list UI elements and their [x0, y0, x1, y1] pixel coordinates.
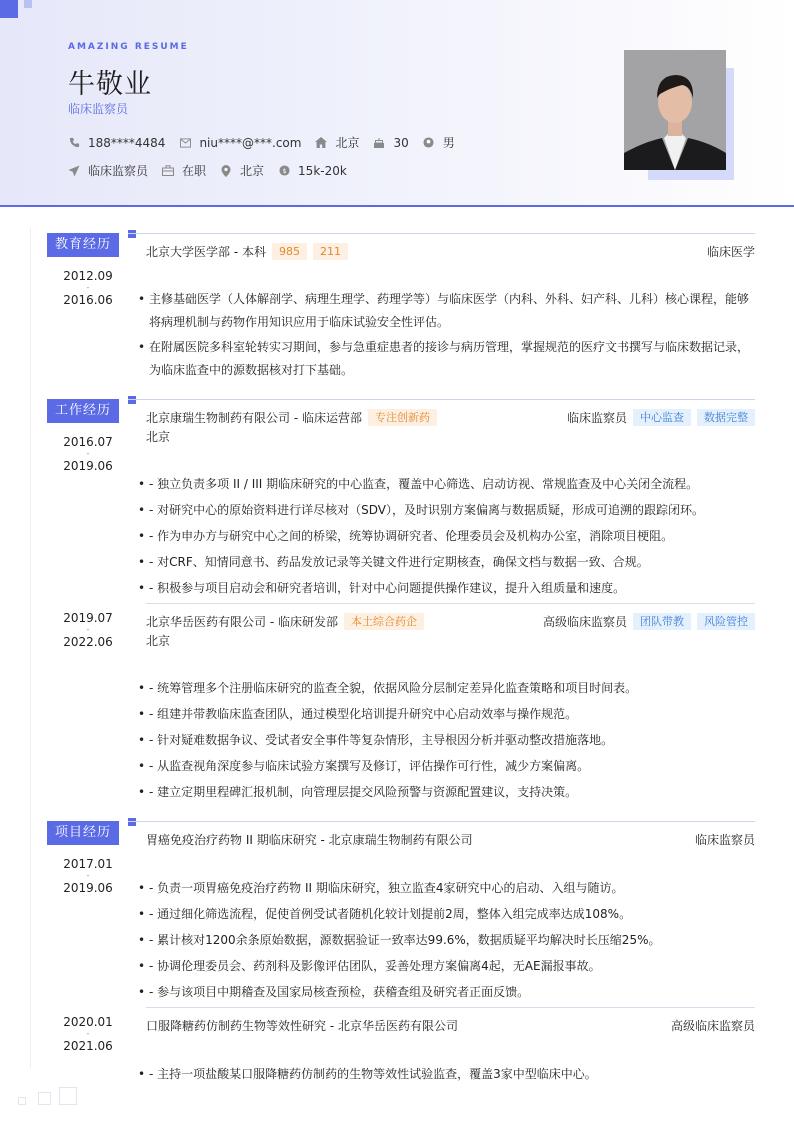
work-bullet: • - 从监查视角深度参与临床试验方案撰写及修订，评估操作可行性，减少方案偏离。 [138, 759, 590, 773]
work-company: 北京华岳医药有限公司 - 临床研发部 [146, 615, 338, 629]
decor-square [18, 1097, 26, 1105]
work-bullet: • - 组建并带教临床监查团队，通过模型化培训提升研究中心启动效率与操作规范。 [138, 707, 578, 721]
work-bullet: • - 对研究中心的原始资料进行详尽核对（SDV），及时识别方案偏离与数据质疑，形成可追溯的跟踪闭环。 [138, 503, 705, 517]
intent-status [162, 162, 206, 179]
brand-label: AMAZING RESUME [68, 42, 189, 52]
intent-city [220, 162, 264, 179]
skill-tag: 数据完整 [697, 409, 755, 426]
project-date: 2017.01 - 2019.06 [63, 857, 113, 895]
project-bullet: • - 主持一项盐酸某口服降糖药仿制药的生物等效性试验监查，覆盖3家中型临床中心。 [138, 1067, 597, 1081]
project-item-header [146, 1017, 755, 1034]
intent-salary [278, 164, 347, 178]
project-name: 胃癌免疫治疗药物 II 期临床研究 - 北京康瑞生物制药有限公司 [146, 833, 473, 847]
gender-icon [423, 137, 435, 149]
age-text: 30 [393, 135, 409, 150]
project-bullet: • - 通过细化筛选流程，促使首例受试者随机化较计划提前2周，整体入组完成率达成108%。 [138, 907, 632, 921]
work-bullet: • - 对CRF、知情同意书、药品发放记录等关键文件进行定期核查，确保文档与数据一致、合规。 [138, 555, 649, 569]
work-date: 2016.07 - 2019.06 [63, 435, 113, 473]
decor-square-small [24, 0, 32, 8]
svg-text:$: $ [282, 166, 287, 175]
section-marker [128, 396, 136, 404]
work-city: 北京 [146, 634, 171, 648]
section-title-education: 教育经历 [47, 233, 119, 257]
skill-tag: 风险管控 [697, 613, 755, 630]
profile-photo [624, 50, 726, 170]
project-role: 高级临床监察员 [670, 1019, 755, 1033]
project-bullet: • - 负责一项胃癌免疫治疗药物 II 期临床研究，独立监查4家研究中心的启动、入组与随访。 [138, 881, 624, 895]
section-marker [128, 818, 136, 826]
work-position: 临床监察员 [566, 411, 627, 425]
home-icon [315, 137, 327, 149]
decor-square [0, 0, 18, 18]
education-major: 临床医学 [706, 245, 755, 259]
date-start: 2012.09 [63, 269, 113, 283]
project-name: 口服降糖药仿制药生物等效性研究 - 北京华岳医药有限公司 [146, 1019, 458, 1033]
section-divider [128, 399, 755, 400]
work-bullet: • - 独立负责多项 II / III 期临床研究的中心监查，覆盖中心筛选、启动访视、常规监查及中心关闭全流程。 [138, 477, 699, 491]
section-title-projects: 项目经历 [47, 821, 119, 845]
education-date [40, 270, 136, 306]
work-item-header [146, 409, 755, 426]
project-bullet: • - 累计核对1200余条原始数据，源数据验证一致率达99.6%，数据质疑平均解决时长压缩25%。 [138, 933, 661, 947]
section-divider [128, 821, 755, 822]
intent-city-text: 北京 [240, 164, 265, 178]
work-bullet: • - 针对疑难数据争议、受试者安全事件等复杂情形，主导根因分析并驱动整改措施落地。 [138, 733, 614, 747]
section-divider [128, 233, 755, 234]
section-marker [128, 230, 136, 238]
company-tag: 本土综合药企 [344, 613, 424, 630]
gender-text: 男 [442, 136, 455, 150]
company-tag: 专注创新药 [368, 409, 437, 426]
work-company: 北京康瑞生物制药有限公司 - 临床运营部 [146, 411, 362, 425]
decor-square [59, 1087, 77, 1105]
candidate-role: 临床监察员 [68, 102, 129, 116]
intent-salary-text: 15k-20k [298, 163, 347, 178]
item-separator [146, 1007, 755, 1008]
work-item-header [146, 613, 755, 630]
intent-position [68, 162, 148, 179]
resume-header [0, 0, 794, 207]
contact-phone [68, 136, 165, 150]
location-pin-icon [220, 165, 232, 177]
work-bullet: • - 作为申办方与研究中心之间的桥梁，统筹协调研究者、伦理委员会及机构办公室，消除项目梗阻。 [138, 529, 674, 543]
left-rule [30, 228, 31, 1068]
contact-email [179, 136, 301, 150]
cake-icon [373, 137, 385, 149]
project-date: 2020.01 - 2021.06 [63, 1015, 113, 1053]
intent-position-text: 临床监察员 [88, 164, 149, 178]
work-bullet: • - 统筹管理多个注册临床研究的监查全貌，依据风险分层制定差异化监查策略和项目时间表。 [138, 681, 638, 695]
project-bullet: • - 协调伦理委员会、药剂科及影像评估团队，妥善处理方案偏离4起，无AE漏报事故。 [138, 959, 601, 973]
contact-row-1 [68, 134, 469, 151]
contact-city [315, 134, 359, 151]
coin-icon [278, 165, 290, 177]
skill-tag: 中心监查 [633, 409, 691, 426]
city-text: 北京 [335, 136, 360, 150]
contact-age [373, 136, 408, 150]
phone-text: 188****4484 [88, 135, 166, 150]
decor-square [38, 1092, 51, 1105]
education-bullet: • 主修基础医学（人体解剖学、病理生理学、药理学等）与临床医学（内科、外科、妇产科、儿科）核心课程，能够 将病理机制与药物作用知识应用于临床试验安全性评估。 [138, 292, 750, 329]
work-date: 2019.07 - 2022.06 [63, 611, 113, 649]
project-bullet: • - 参与该项目中期稽查及国家局核查预检，获稽查组及研究者正面反馈。 [138, 985, 530, 999]
email-text: niu****@***.com [199, 135, 302, 150]
work-bullet: • - 建立定期里程碑汇报机制，向管理层提交风险预警与资源配置建议，支持决策。 [138, 785, 578, 799]
item-separator [146, 603, 755, 604]
education-bullet: • 在附属医院多科室轮转实习期间，参与急重症患者的接诊与病历管理，掌握规范的医疗文书撰写与临床数据记录， 为临床监查中的源数据核对打下基础。 [138, 340, 750, 377]
education-tag: 211 [313, 243, 348, 260]
contact-gender [423, 134, 455, 151]
mail-icon [179, 137, 191, 149]
section-title-work: 工作经历 [47, 399, 119, 423]
work-position: 高级临床监察员 [542, 615, 627, 629]
phone-icon [68, 137, 80, 149]
candidate-name: 牛敬业 [68, 69, 152, 100]
date-end: 2016.06 [63, 293, 113, 307]
work-city: 北京 [146, 430, 171, 444]
send-icon [68, 165, 80, 177]
contact-row-2 [68, 162, 361, 179]
skill-tag: 团队带教 [633, 613, 691, 630]
intent-status-text: 在职 [182, 164, 207, 178]
work-bullet: • - 积极参与项目启动会和研究者培训，针对中心问题提供操作建议，提升入组质量和速度。 [138, 581, 626, 595]
briefcase-icon [162, 165, 174, 177]
project-item-header [146, 831, 755, 848]
date-dash: - [86, 283, 90, 292]
education-school: 北京大学医学部 - 本科 [146, 245, 266, 259]
education-item [146, 243, 755, 260]
education-tag: 985 [272, 243, 307, 260]
project-role: 临床监察员 [694, 833, 755, 847]
